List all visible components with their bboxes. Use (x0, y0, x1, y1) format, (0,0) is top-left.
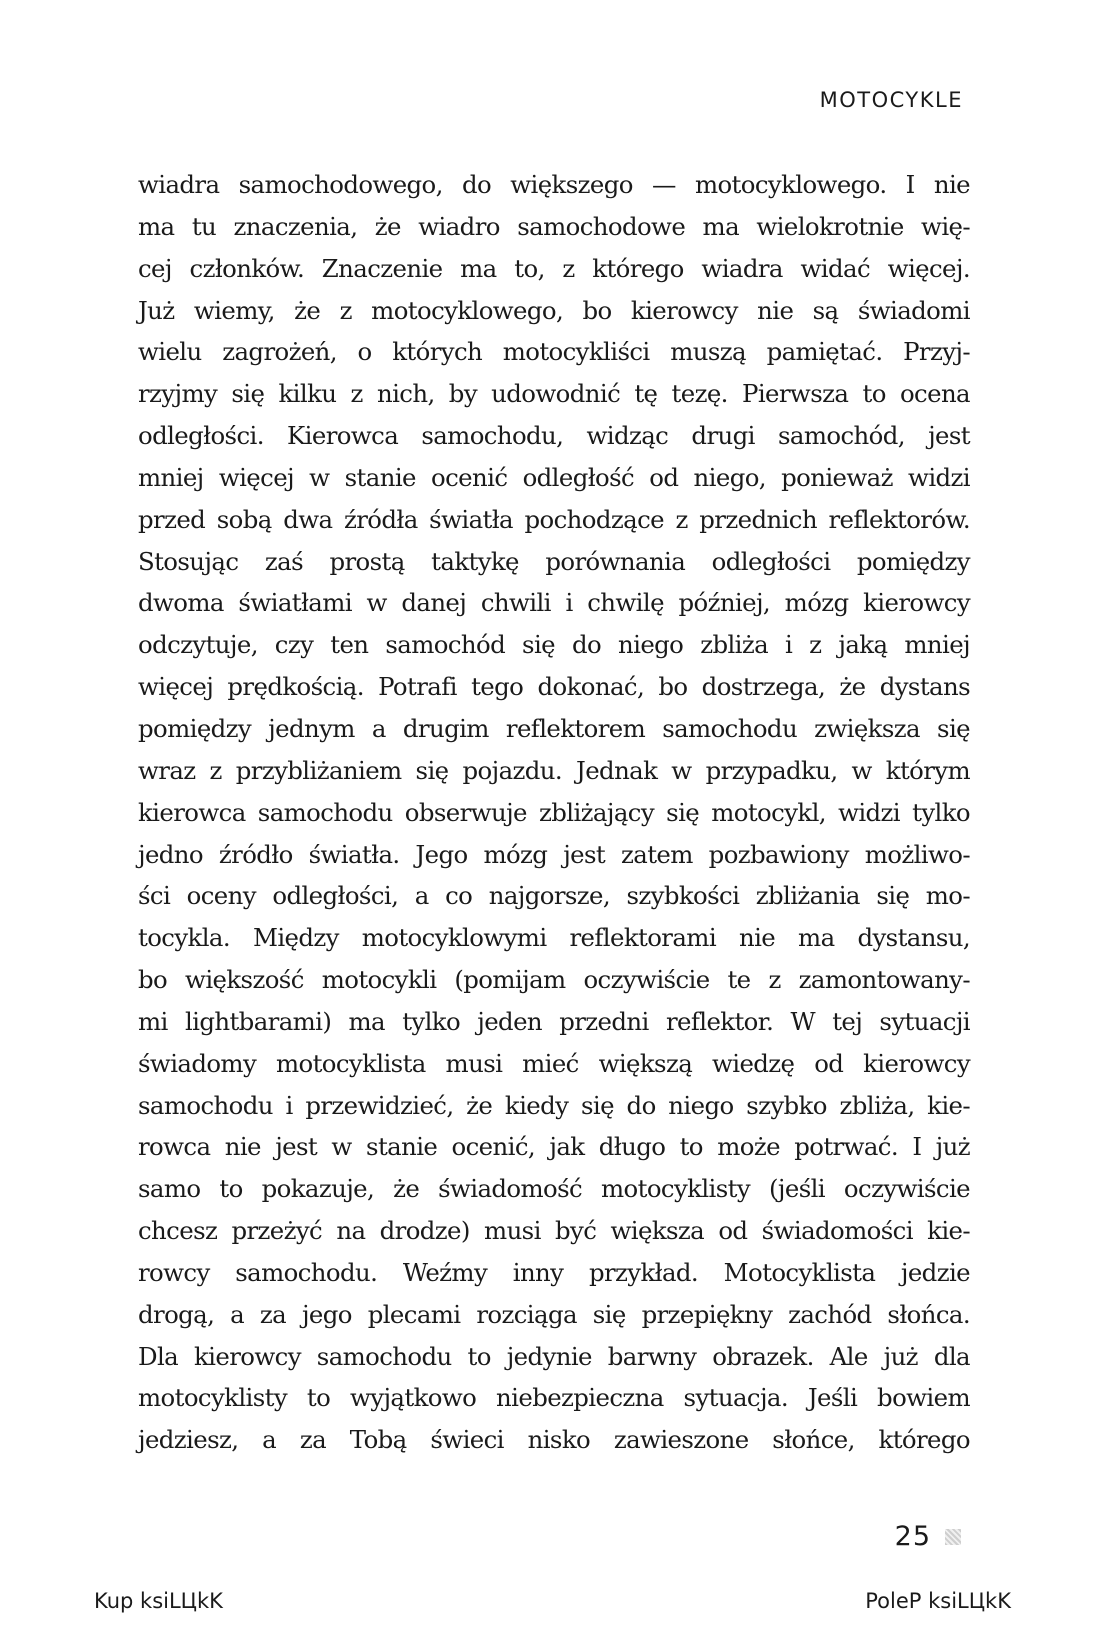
page-marker-icon (945, 1529, 961, 1545)
text-line: kierowca samochodu obserwuje zbliżający się motocykl, widzi tylko (138, 797, 970, 827)
text-line: jedno źródło światła. Jego mózg jest zatem pozbawiony możliwo- (138, 839, 970, 869)
text-line: świadomy motocyklista musi mieć większą wiedzę od kierowcy (138, 1048, 970, 1078)
text-line: tocykla. Między motocyklowymi reflektorami nie ma dystansu, (138, 923, 970, 953)
text-line: mi lightbarami) ma tylko jeden przedni reflektor. W tej sytuacji (138, 1006, 970, 1036)
running-header-title: MOTOCYKLE (819, 88, 963, 112)
text-line: ma tu znaczenia, że wiadro samochodowe ma wielokrotnie wię- (138, 211, 970, 241)
text-line: rowcy samochodu. Weźmy inny przykład. Motocyklista jedzie (138, 1257, 970, 1287)
page-number: 25 (894, 1521, 931, 1552)
text-line: ści oceny odległości, a co najgorsze, szybkości zbliżania się mo- (138, 881, 970, 911)
text-line: cej członków. Znaczenie ma to, z którego wiadra widać więcej. (138, 253, 970, 283)
text-line: Już wiemy, że z motocyklowego, bo kierowcy nie są świadomi (138, 295, 970, 325)
text-line: dwoma światłami w danej chwili i chwilę później, mózg kierowcy (138, 588, 970, 618)
text-line: odczytuje, czy ten samochód się do niego zbliża i z jaką mniej (138, 630, 970, 660)
text-line: jedziesz, a za Tobą świeci nisko zawieszone słońce, którego (138, 1425, 970, 1455)
text-line: drogą, a za jego plecami rozciąga się przepiękny zachód słońca. (138, 1299, 970, 1329)
text-line: samo to pokazuje, że świadomość motocyklisty (jeśli oczywiście (138, 1174, 970, 1204)
text-line: odległości. Kierowca samochodu, widząc drugi samochód, jest (138, 421, 970, 451)
text-line: rzyjmy się kilku z nich, by udowodnić tę tezę. Pierwsza to ocena (138, 379, 970, 409)
text-line: Stosując zaś prostą taktykę porównania odległości pomiędzy (138, 546, 970, 576)
buy-book-link[interactable]: Kup ksiLЦkK (94, 1589, 223, 1613)
text-line: Dla kierowcy samochodu to jedynie barwny obrazek. Ale już dla (138, 1341, 970, 1371)
text-line: motocyklisty to wyjątkowo niebezpieczna sytuacja. Jeśli bowiem (138, 1383, 970, 1413)
recommend-book-link[interactable]: PoleP ksiLЦkK (865, 1589, 1011, 1613)
body-text (138, 164, 970, 1461)
text-line: rowca nie jest w stanie ocenić, jak długo to może potrwać. I już (138, 1132, 970, 1162)
text-line: bo większość motocykli (pomijam oczywiście te z zamontowany- (138, 965, 970, 995)
text-line: mniej więcej w stanie ocenić odległość od niego, ponieważ widzi (138, 462, 970, 492)
text-line: wielu zagrożeń, o których motocykliści muszą pamiętać. Przyj- (138, 337, 970, 367)
text-line: samochodu i przewidzieć, że kiedy się do niego szybko zbliża, kie- (138, 1090, 970, 1120)
text-line: pomiędzy jednym a drugim reflektorem samochodu zwiększa się (138, 713, 970, 743)
text-line: przed sobą dwa źródła światła pochodzące z przednich reflektorów. (138, 504, 970, 534)
text-line: wraz z przybliżaniem się pojazdu. Jednak w przypadku, w którym (138, 755, 970, 785)
text-line: chcesz przeżyć na drodze) musi być większa od świadomości kie- (138, 1216, 970, 1246)
text-line: więcej prędkością. Potrafi tego dokonać, bo dostrzega, że dystans (138, 672, 970, 702)
text-line: wiadra samochodowego, do większego — motocyklowego. I nie (138, 170, 970, 199)
